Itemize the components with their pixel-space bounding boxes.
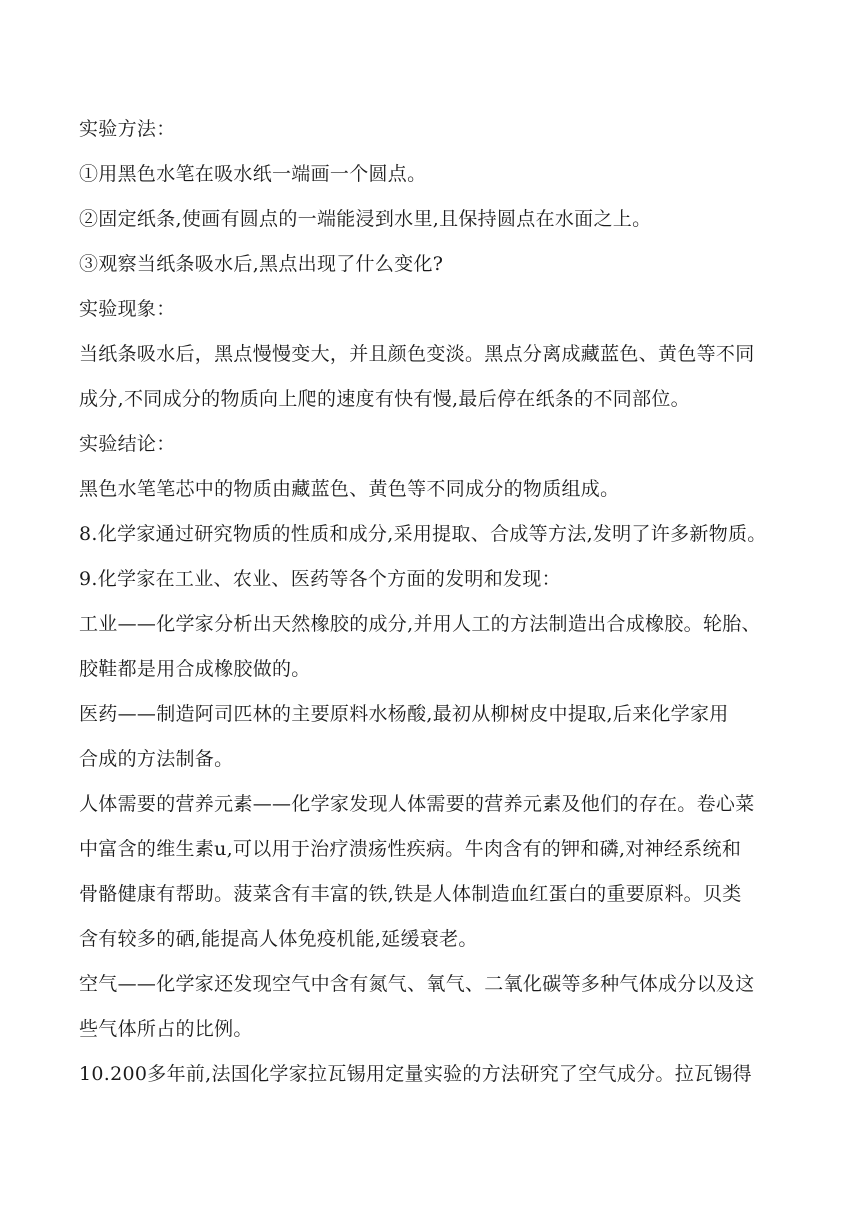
heading-experiment-conclusion: 实验结论： xyxy=(79,433,176,455)
air-text-line-2: 些气体所占的比例。 xyxy=(79,1018,253,1040)
item-9-heading: 9.化学家在工业、农业、医药等各个方面的发明和发现： xyxy=(79,568,561,590)
nutrition-text-line-4: 含有较多的硒,能提高人体免疫机能,延缓衰老。 xyxy=(79,928,478,950)
step-1-text: ①用黑色水笔在吸水纸一端画一个圆点。 xyxy=(79,163,427,185)
heading-experiment-method: 实验方法： xyxy=(79,118,176,140)
nutrition-text-line-3: 骨骼健康有帮助。菠菜含有丰富的铁,铁是人体制造血红蛋白的重要原料。贝类 xyxy=(79,883,742,905)
industry-text-line-2: 胶鞋都是用合成橡胶做的。 xyxy=(79,658,311,680)
item-10-text: 10.200多年前,法国化学家拉瓦锡用定量实验的方法研究了空气成分。拉瓦锡得 xyxy=(79,1063,752,1085)
phenomenon-text-line-2: 成分,不同成分的物质向上爬的速度有快有慢,最后停在纸条的不同部位。 xyxy=(79,388,690,410)
item-8-text: 8.化学家通过研究物质的性质和成分,采用提取、合成等方法,发明了许多新物质。 xyxy=(79,523,767,545)
step-3-text: ③观察当纸条吸水后,黑点出现了什么变化? xyxy=(79,253,444,275)
industry-text-line-1: 工业——化学家分析出天然橡胶的成分,并用人工的方法制造出合成橡胶。轮胎、 xyxy=(79,613,761,635)
medicine-text-line-2: 合成的方法制备。 xyxy=(79,748,234,770)
heading-experiment-phenomenon: 实验现象： xyxy=(79,298,176,320)
phenomenon-text-line-1: 当纸条吸水后，黑点慢慢变大，并且颜色变淡。黑点分离成藏蓝色、黄色等不同 xyxy=(79,343,755,365)
nutrition-text-line-1: 人体需要的营养元素——化学家发现人体需要的营养元素及他们的存在。卷心菜 xyxy=(79,793,755,815)
nutrition-text-line-2: 中富含的维生素u,可以用于治疗溃疡性疾病。牛肉含有的钾和磷,对神经系统和 xyxy=(79,838,742,860)
air-text-line-1: 空气——化学家还发现空气中含有氮气、氧气、二氧化碳等多种气体成分以及这 xyxy=(79,973,755,995)
conclusion-text: 黑色水笔笔芯中的物质由藏蓝色、黄色等不同成分的物质组成。 xyxy=(79,478,620,500)
medicine-text-line-1: 医药——制造阿司匹林的主要原料水杨酸,最初从柳树皮中提取,后来化学家用 xyxy=(79,703,729,725)
step-2-text: ②固定纸条,使画有圆点的一端能浸到水里,且保持圆点在水面之上。 xyxy=(79,208,652,230)
